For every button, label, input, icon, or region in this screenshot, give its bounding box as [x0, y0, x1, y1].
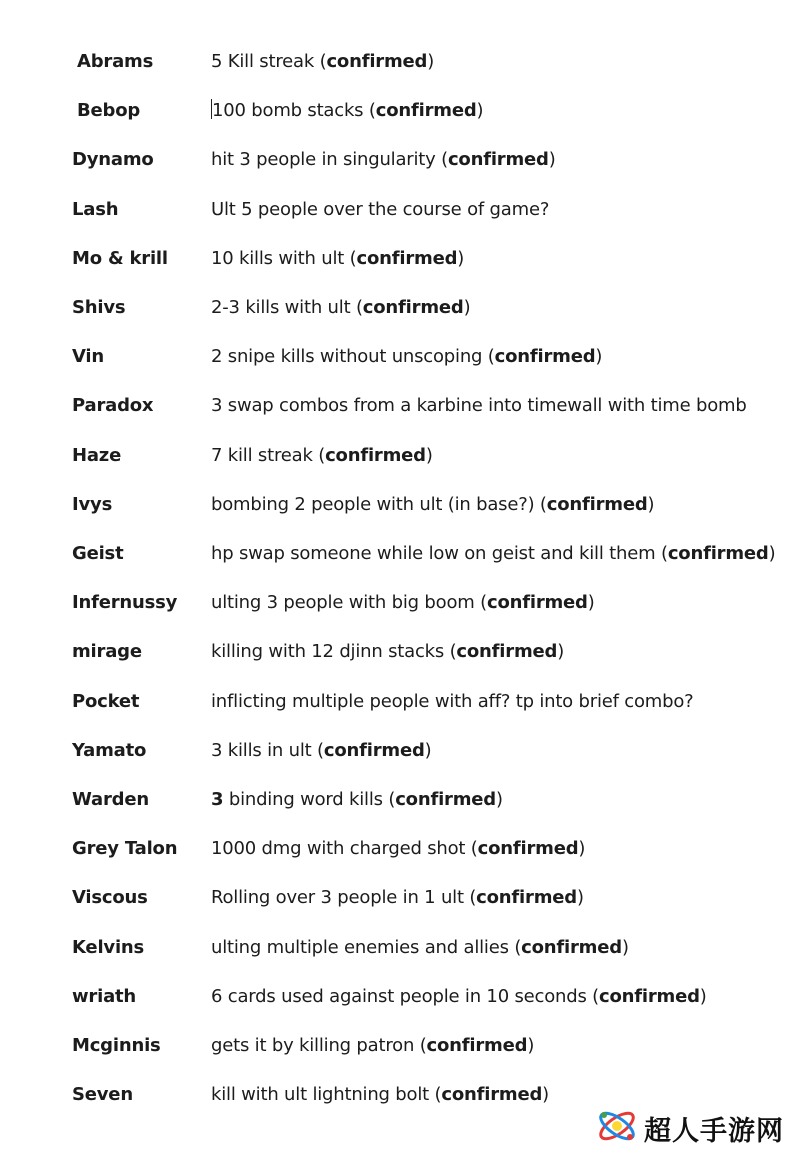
confirmed-label: confirmed — [667, 543, 769, 564]
hero-description — [211, 588, 595, 618]
confirmed-label: confirmed — [477, 838, 579, 859]
confirmed-label: confirmed — [494, 346, 596, 367]
list-item — [0, 490, 800, 520]
hero-name: Dynamo — [72, 149, 154, 170]
confirmed-label: confirmed — [356, 248, 458, 269]
description-text: ulting multiple enemies and allies — [211, 937, 509, 958]
hero-name: wriath — [72, 986, 137, 1007]
list-item — [0, 96, 800, 126]
confirmed-label: confirmed — [546, 494, 648, 515]
description-text: 2-3 kills with ult — [211, 297, 351, 318]
confirmed-tag: (confirmed) — [350, 297, 471, 318]
list-item — [0, 539, 800, 569]
confirmed-tag: (confirmed) — [363, 100, 484, 121]
confirmed-tag: (confirmed) — [314, 51, 435, 72]
list-item — [0, 933, 800, 963]
confirmed-tag: (confirmed) — [534, 494, 655, 515]
description-text: 6 cards used against people in 10 seconds — [211, 986, 587, 1007]
confirmed-tag: (confirmed) — [311, 740, 432, 761]
list-item — [0, 834, 800, 864]
list-item — [0, 1031, 800, 1061]
description-text: binding word kills — [223, 789, 383, 810]
confirmed-label: confirmed — [326, 51, 428, 72]
list-item — [0, 687, 800, 717]
hero-name: Abrams — [77, 51, 154, 72]
hero-name: Infernussy — [72, 592, 178, 613]
watermark-text: 超人手游网 — [644, 1116, 784, 1147]
list-item — [0, 441, 800, 471]
hero-name: Grey Talon — [72, 838, 178, 859]
confirmed-tag: (confirmed) — [586, 986, 707, 1007]
list-item — [0, 391, 800, 421]
confirmed-label: confirmed — [599, 986, 700, 1007]
watermark-logo-icon — [594, 1103, 640, 1149]
hero-description — [211, 736, 431, 766]
hero-description — [211, 1031, 534, 1061]
hero-name: Seven — [72, 1084, 133, 1105]
description-text: inflicting multiple people with aff? tp into brief combo? — [211, 691, 694, 712]
hero-description — [211, 490, 654, 520]
hero-name: Haze — [72, 445, 122, 466]
confirmed-tag: (confirmed) — [482, 346, 603, 367]
hero-name: Kelvins — [72, 937, 145, 958]
hero-description — [211, 293, 470, 323]
hero-name: Lash — [72, 199, 119, 220]
description-text: hp swap someone while low on geist and kill them — [211, 543, 656, 564]
hero-description — [211, 145, 556, 175]
confirmed-label: confirmed — [486, 592, 588, 613]
hero-description — [211, 244, 464, 274]
hero-description — [211, 637, 564, 667]
description-text: 3 kills in ult — [211, 740, 312, 761]
hero-name: Geist — [72, 543, 124, 564]
confirmed-tag: (confirmed) — [312, 445, 433, 466]
description-text: ulting 3 people with big boom — [211, 592, 475, 613]
hero-name: Paradox — [72, 395, 154, 416]
list-item — [0, 736, 800, 766]
hero-name: Warden — [72, 789, 149, 810]
hero-description — [211, 195, 549, 225]
confirmed-label: confirmed — [323, 740, 425, 761]
hero-description — [211, 785, 503, 815]
description-text: killing with 12 djinn stacks — [211, 641, 445, 662]
hero-description — [211, 391, 747, 421]
hero-name: Viscous — [72, 887, 148, 908]
confirmed-label: confirmed — [456, 641, 558, 662]
description-text: hit 3 people in singularity — [211, 149, 436, 170]
hero-description — [211, 883, 584, 913]
hero-name: Pocket — [72, 691, 140, 712]
confirmed-label: confirmed — [521, 937, 622, 958]
list-item — [0, 47, 800, 77]
hero-description — [211, 539, 775, 569]
hero-name: Ivys — [72, 494, 113, 515]
description-text: Rolling over 3 people in 1 ult — [211, 887, 464, 908]
hero-description — [211, 687, 694, 717]
hero-name: Bebop — [77, 100, 141, 121]
confirmed-label: confirmed — [395, 789, 496, 810]
list-item — [0, 982, 800, 1012]
confirmed-tag: (confirmed) — [465, 838, 586, 859]
confirmed-label: confirmed — [375, 100, 477, 121]
description-text: 5 Kill streak — [211, 51, 315, 72]
confirmed-label: confirmed — [325, 445, 426, 466]
confirmed-tag: (confirmed) — [344, 248, 465, 269]
hero-name: Vin — [72, 346, 104, 367]
list-item — [0, 145, 800, 175]
description-text: bombing 2 people with ult (in base?) — [211, 494, 535, 515]
list-item — [0, 883, 800, 913]
list-item — [0, 195, 800, 225]
confirmed-label: confirmed — [441, 1084, 543, 1105]
description-text: 1000 dmg with charged shot — [211, 838, 466, 859]
hero-description — [211, 47, 434, 77]
hero-name: Mcginnis — [72, 1035, 161, 1056]
list-item — [0, 293, 800, 323]
confirmed-tag: (confirmed) — [414, 1035, 535, 1056]
confirmed-tag: (confirmed) — [655, 543, 776, 564]
confirmed-tag: (confirmed) — [463, 887, 584, 908]
hero-description — [211, 834, 585, 864]
description-text: 100 bomb stacks — [212, 100, 364, 121]
hero-name: Mo & krill — [72, 248, 168, 269]
hero-name: Shivs — [72, 297, 126, 318]
confirmed-label: confirmed — [447, 149, 549, 170]
hero-description — [211, 933, 629, 963]
hero-name: mirage — [72, 641, 142, 662]
list-item — [0, 637, 800, 667]
hero-description — [211, 342, 602, 372]
list-item — [0, 244, 800, 274]
confirmed-tag: (confirmed) — [382, 789, 503, 810]
list-item — [0, 588, 800, 618]
description-text: Ult 5 people over the course of game? — [211, 199, 550, 220]
hero-description — [211, 441, 433, 471]
list-item — [0, 785, 800, 815]
confirmed-tag: (confirmed) — [444, 641, 565, 662]
confirmed-label: confirmed — [362, 297, 464, 318]
bold-prefix: 3 — [211, 789, 224, 810]
description-text: gets it by killing patron — [211, 1035, 415, 1056]
confirmed-tag: (confirmed) — [435, 149, 556, 170]
description-text: 7 kill streak — [211, 445, 313, 466]
confirmed-tag: (confirmed) — [474, 592, 595, 613]
description-text: 2 snipe kills without unscoping — [211, 346, 483, 367]
watermark — [594, 1103, 794, 1149]
list-item — [0, 342, 800, 372]
confirmed-label: confirmed — [476, 887, 577, 908]
hero-description — [211, 1080, 549, 1110]
confirmed-tag: (confirmed) — [429, 1084, 549, 1105]
description-text: 3 swap combos from a karbine into timewall with time bomb — [211, 395, 747, 416]
description-text: kill with ult lightning bolt — [211, 1084, 430, 1105]
hero-description — [211, 96, 483, 126]
hero-name: Yamato — [72, 740, 147, 761]
hero-description — [211, 982, 707, 1012]
description-text: 10 kills with ult — [211, 248, 345, 269]
confirmed-tag: (confirmed) — [508, 937, 629, 958]
confirmed-label: confirmed — [426, 1035, 528, 1056]
